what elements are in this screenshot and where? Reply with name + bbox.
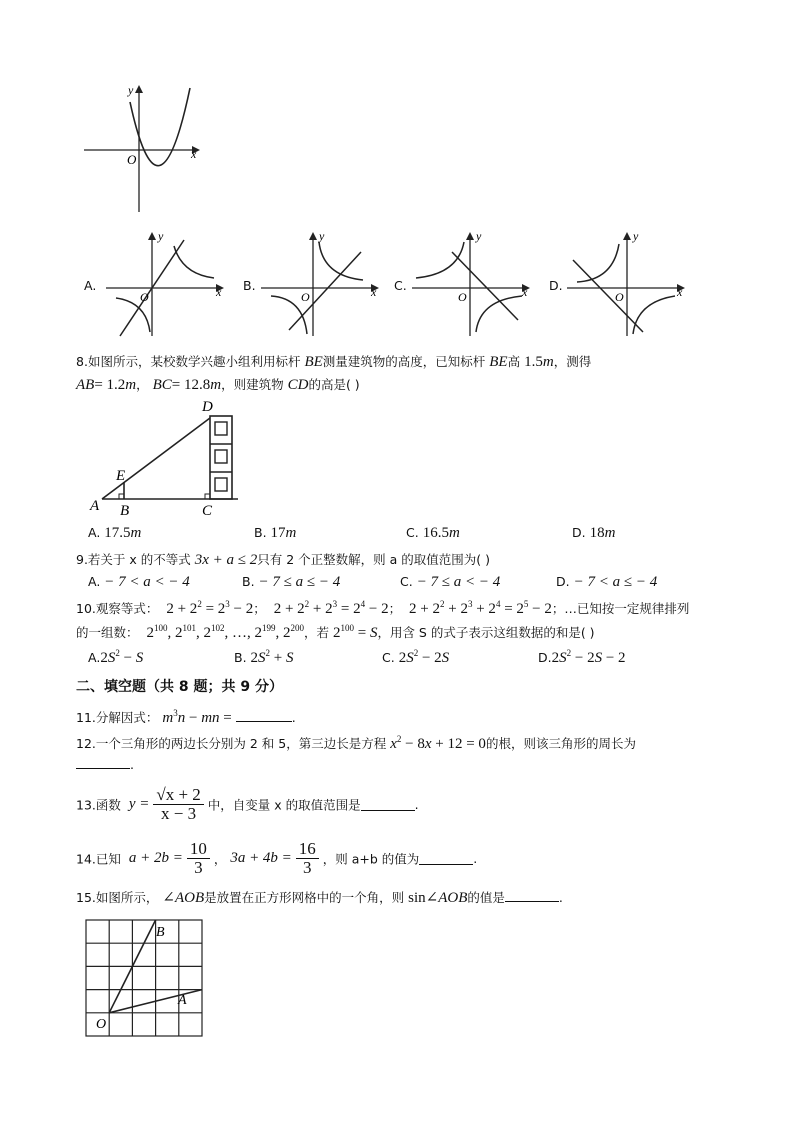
- origin-label: O: [127, 152, 137, 167]
- question-8-line-1: 8.如图所示，某校数学兴趣小组利用标杆 BE测量建筑物的高度，已知标杆 BE高 1.5m，测得: [76, 354, 592, 370]
- q10-option-c[interactable]: C. $2S^2 - 2S$: [382, 648, 450, 666]
- answer-blank[interactable]: [505, 889, 559, 902]
- svg-text:B: B: [120, 503, 130, 519]
- svg-text:y: y: [319, 229, 325, 243]
- option-label: D.: [549, 278, 563, 293]
- option-label: B.: [243, 278, 256, 293]
- svg-text:D: D: [202, 399, 213, 415]
- q9-option-a[interactable]: A. − 7 < a < − 4: [88, 574, 190, 590]
- question-10-line-1: 10.观察等式： $2 + 2^2 = 2^3 - 2$； $2 + 2^2 + 2^3 = 2^4 - 2$； $2 + 2^2 + 2^3 + 2^4 = 2^5 - 2$；…已知按一定规律排列: [76, 599, 690, 617]
- svg-text:A: A: [90, 498, 100, 514]
- svg-text:y: y: [476, 229, 482, 243]
- question-number: 8.: [76, 354, 88, 369]
- q8-option-a[interactable]: A. 17.5m: [88, 525, 142, 541]
- answer-blank[interactable]: [361, 798, 415, 811]
- axis-x-label: x: [191, 147, 197, 161]
- q9-option-d[interactable]: D. − 7 < a ≤ − 4: [556, 574, 658, 590]
- section-2-title: 二、填空题（共 8 题；共 9 分）: [76, 679, 283, 695]
- q10-option-b[interactable]: B. $2S^2 + S$: [234, 648, 294, 666]
- question-11: 11.分解因式： $m^3n$ − mn = .: [76, 708, 296, 726]
- q9-option-c[interactable]: C. − 7 ≤ a < − 4: [400, 574, 501, 590]
- svg-text:x: x: [216, 285, 222, 299]
- svg-text:O: O: [615, 290, 624, 304]
- q9-option-b[interactable]: B. − 7 ≤ a ≤ − 4: [242, 574, 341, 590]
- q10-option-a[interactable]: $A.2S^2 - S$: [88, 648, 144, 666]
- svg-text:B: B: [156, 925, 165, 940]
- question-10-line-2: 的一组数： $2^{100}$, $2^{101}$, $2^{102}$, …, $2^{199}$, $2^{200}$，若 $2^{100} = S$，用含 S 的式子表示这组数据的和是( ): [76, 623, 595, 641]
- svg-text:O: O: [301, 290, 310, 304]
- grid-figure: [84, 918, 208, 1040]
- svg-text:C: C: [202, 503, 213, 519]
- function-fraction: $\frac{√x + 2}{x - 3}$: [153, 786, 203, 823]
- q8-option-d[interactable]: D. 18m: [572, 525, 616, 541]
- svg-text:x: x: [371, 285, 377, 299]
- axis-y-label: y: [128, 83, 134, 97]
- q8-option-c[interactable]: C. 16.5m: [406, 525, 460, 541]
- question-12-line-2: .: [76, 756, 134, 772]
- svg-text:x: x: [677, 285, 683, 299]
- svg-text:O: O: [96, 1017, 107, 1032]
- svg-text:y: y: [158, 229, 164, 243]
- question-12-line-1: 12.一个三角形的两边长分别为 2 和 5，第三边长是方程 $x^2 - 8x + 12 = 0$的根，则该三角形的周长为: [76, 734, 636, 752]
- answer-blank[interactable]: [76, 756, 130, 769]
- option-label: A.: [84, 278, 97, 293]
- option-label: C.: [394, 278, 407, 293]
- question-14: 14.已知 a + 2b = $\frac{10}{3}$ ， 3a + 4b = $\frac{16}{3}$ ，则 a+b 的值为 .: [76, 839, 478, 877]
- q10-option-d[interactable]: $D.2S^2 - 2S - 2$: [538, 648, 626, 666]
- svg-text:O: O: [458, 290, 467, 304]
- question-9-stem: 9.若关于 x 的不等式 3x + a ≤ 2只有 2 个正整数解，则 a 的取值范围为( ): [76, 552, 491, 568]
- svg-text:E: E: [116, 468, 126, 484]
- parabola-figure: [80, 80, 210, 220]
- question-15: 15.如图所示， ∠AOB是放置在正方形网格中的一个角，则 sin∠AOB的值是 .: [76, 890, 563, 906]
- answer-blank[interactable]: [419, 852, 473, 865]
- svg-text:y: y: [633, 229, 639, 243]
- svg-text:O: O: [140, 290, 149, 304]
- svg-text:x: x: [522, 285, 528, 299]
- q8-option-b[interactable]: B. 17m: [254, 525, 297, 541]
- svg-text:A: A: [178, 993, 187, 1008]
- answer-blank[interactable]: [236, 709, 292, 722]
- building-figure: [88, 396, 248, 520]
- question-8-line-2: AB= 1.2m， BC= 12.8m，则建筑物 CD的高是( ): [76, 377, 360, 393]
- question-13: 13.函数 y = $\frac{√x + 2}{x - 3}$ 中，自变量 x 的取值范围是 .: [76, 785, 419, 823]
